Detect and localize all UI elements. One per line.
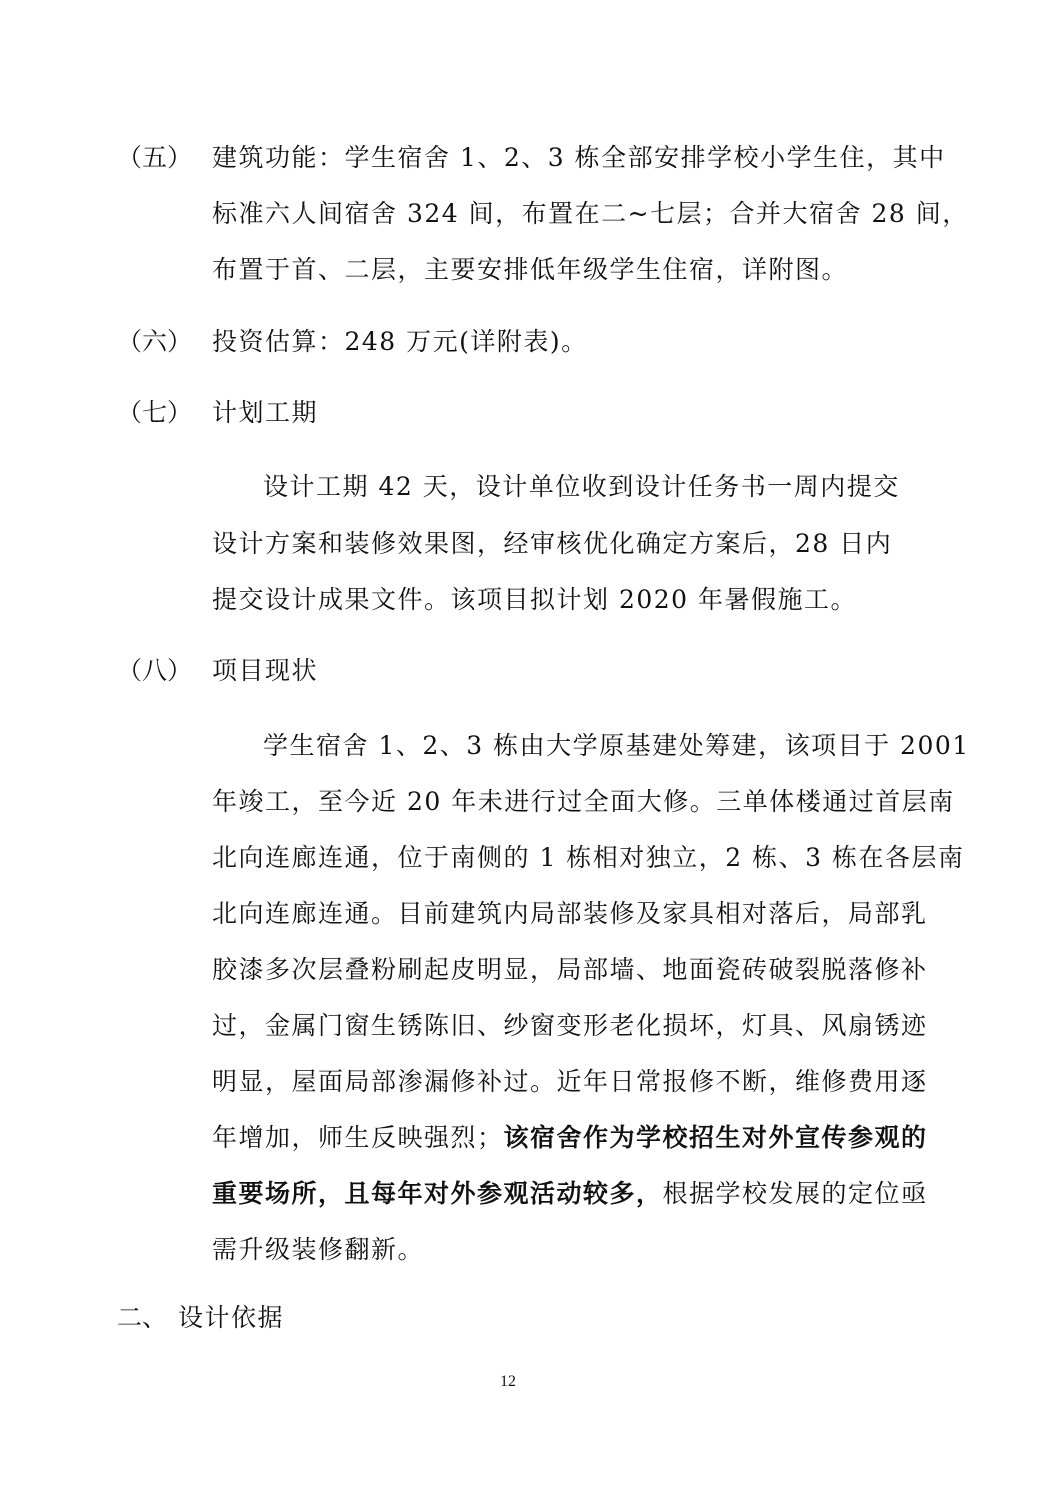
- section-6-marker: （六）: [117, 327, 193, 356]
- section-8-line-4: 北向连廊连通。目前建筑内局部装修及家具相对落后，局部乳: [212, 899, 928, 928]
- section-8-line-5: 胶漆多次层叠粉刷起皮明显，局部墙、地面瓷砖破裂脱落修补: [212, 955, 928, 984]
- section-8-line-8-normal: 年增加，师生反映强烈；: [212, 1123, 504, 1152]
- section-8-line-9-normal: 根据学校发展的定位亟: [662, 1179, 928, 1208]
- section-5-line-2: 标准六人间宿舍 324 间，布置在二~七层；合并大宿舍 28 间，: [212, 199, 969, 228]
- section-7-line-1: 设计工期 42 天，设计单位收到设计任务书一周内提交: [263, 472, 900, 501]
- section-8-line-1: 学生宿舍 1、2、3 栋由大学原基建处筹建，该项目于 2001: [263, 731, 970, 760]
- section-8-line-6: 过，金属门窗生锈陈旧、纱窗变形老化损坏，灯具、风扇锈迹: [212, 1011, 928, 1040]
- section-6-text: 投资估算：248 万元(详附表)。: [212, 327, 588, 356]
- section-5-line-3: 布置于首、二层，主要安排低年级学生住宿，详附图。: [212, 255, 849, 284]
- section-7-line-2: 设计方案和装修效果图，经审核优化确定方案后，28 日内: [212, 529, 893, 558]
- section-8-line-2: 年竣工，至今近 20 年未进行过全面大修。三单体楼通过首层南: [212, 787, 955, 816]
- page-number: 12: [500, 1373, 516, 1390]
- section-8-line-10: 需升级装修翻新。: [212, 1235, 425, 1264]
- section-8-line-8-bold: 该宿舍作为学校招生对外宣传参观的: [503, 1123, 928, 1152]
- section-8-line-3: 北向连廊连通，位于南侧的 1 栋相对独立，2 栋、3 栋在各层南: [212, 843, 965, 872]
- section-8-line-7: 明显，屋面局部渗漏修补过。近年日常报修不断，维修费用逐: [212, 1067, 928, 1096]
- section-5-marker: （五）: [117, 143, 193, 172]
- section-8-heading: 项目现状: [212, 656, 319, 685]
- section-two-marker: 二、: [117, 1303, 168, 1332]
- section-8-marker: （八）: [117, 656, 193, 685]
- section-7-heading: 计划工期: [212, 398, 319, 427]
- section-8-line-9-bold: 重要场所，且每年对外参观活动较多，: [212, 1179, 663, 1208]
- section-7-line-3: 提交设计成果文件。该项目拟计划 2020 年暑假施工。: [212, 585, 858, 614]
- section-two-heading: 设计依据: [178, 1303, 285, 1332]
- section-8-line-8: [212, 1123, 928, 1153]
- section-8-line-9: [212, 1179, 928, 1209]
- section-5-line-1: 建筑功能：学生宿舍 1、2、3 栋全部安排学校小学生住，其中: [212, 143, 946, 172]
- section-7-marker: （七）: [117, 398, 193, 427]
